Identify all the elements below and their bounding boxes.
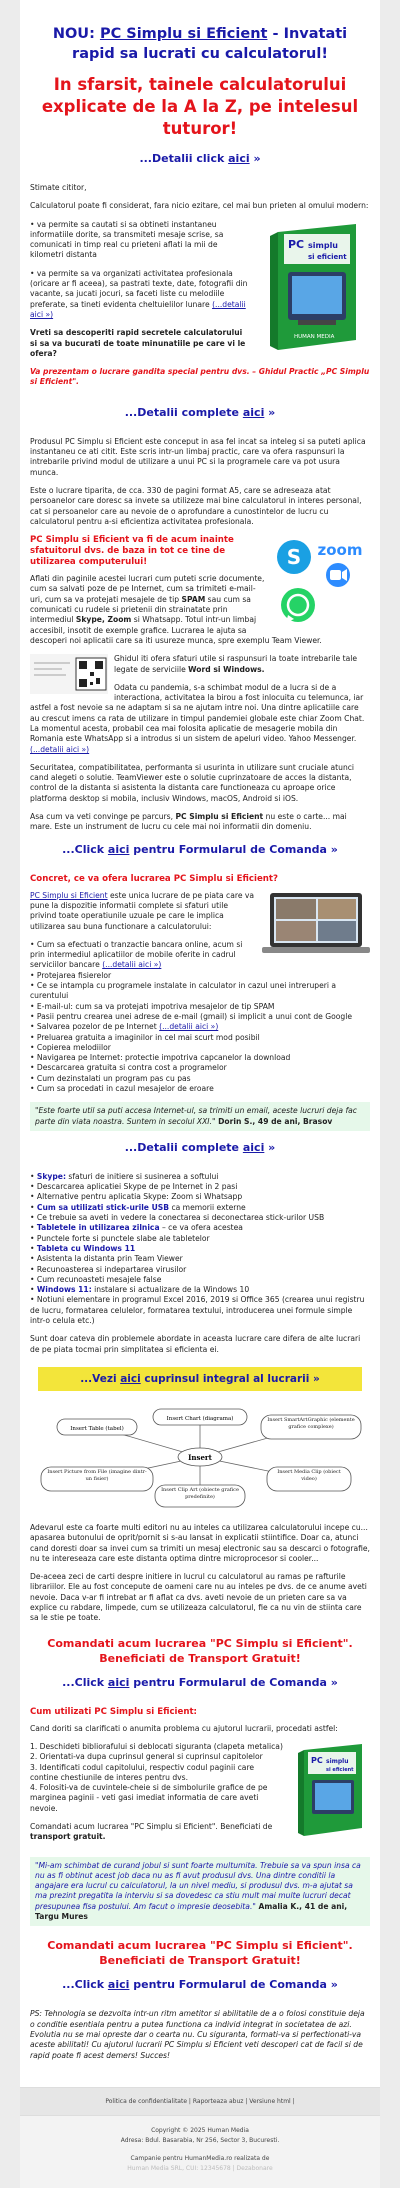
diagram-node-chart-label: Insert Chart (diagrama) (166, 1415, 234, 1422)
word-windows-term: Word si Windows. (188, 664, 265, 674)
section2-p2: Este o lucrare tiparita, de cca. 330 de pagini format A5, care se adreseaza atat persoanelor care doresc sa invete sa utilizeze mai bine calculatorul in interes personal, cat si persoanelor care au nevoie de o aprofundare a cunostintelor de lucru cu calculatorul pentru a-si eficientiza activitatea profesionala. (30, 485, 362, 526)
section2-p6: Securitatea, compatibilitatea, performanta si usurinta in utilizare sunt cruciale atunci cand alegeti o solutie. TeamViewer este o solutie cuprinzatoare de acces la distanta, control de la distanta si asistenta la distanta care functioneaza cu aproape orice platforma desktop si mobila, inclusiv Windows, macOS, Android si iOS. (30, 762, 355, 803)
list-item: • Ce se intampla cu programele instalate in calculator in cazul unei intreruperi a curentului (30, 981, 370, 1002)
footer (20, 2087, 380, 2188)
list-item-text: sfaturi de initiere si susinerea a softului (66, 1171, 219, 1181)
list-item-bold: Windows 11: (36, 1285, 92, 1295)
product-link-2[interactable]: PC Simplu si Eficient (30, 890, 108, 900)
list-item-text: instalare si actualizare de la Windows 10 (91, 1285, 250, 1295)
diagram-node-clipart-label: Insert Clip Art (obiecte grafice predefinite) (161, 1486, 239, 1500)
diagram-node-table-label: Insert Table (tabel) (70, 1425, 124, 1432)
table-of-contents-link[interactable]: aici (120, 1372, 141, 1385)
list-item-bold: Tabletele in utilizarea zilnica (36, 1223, 160, 1233)
section2-p3-text-c: si Whatsapp. Totul intr-un limbaj accesibil, insotit de exemple grafice. Lucrarea le ajuta sa descoperi noi aplicatii care sa iti usureze munca, spre exemplu Team Viewer. (30, 615, 322, 645)
diagram-node-picture-label: Insert Picture from File (imagine dintr-un fisier) (47, 1468, 147, 1482)
product-box-image (258, 220, 370, 360)
footer-body (20, 2116, 380, 2188)
list-item-text: Alternative pentru aplicatia Skype: Zoom si Whatsapp (36, 1192, 243, 1202)
feature-list-1 (30, 971, 370, 1095)
qr-screenshot (30, 654, 108, 698)
list-item: • Cum sa procedati in cazul mesajelor de eroare (30, 1084, 370, 1094)
cta-prefix: ...Detalii complete (124, 405, 243, 419)
section2-p3-text-a: Aflati din paginile acestei lucrari cum puteti scrie documente, cum sa salvati poze de pe Internet, cum sa trimiteti e-mail-uri, cum sa va protejati mesajele de tip (30, 574, 265, 604)
list-item-text: Asistenta la distanta prin Team Viewer (36, 1254, 183, 1264)
footer-muted[interactable]: Human Media SRL, CUI: 12345678 | Dezabonare (127, 2164, 273, 2172)
skype-zoom-term: Skype, Zoom (75, 615, 132, 625)
list-item (30, 1254, 370, 1264)
diagram-node-media-label: Insert Media Clip (obiect video) (277, 1468, 341, 1482)
cta-prefix: ...Click (62, 1978, 108, 1992)
list-item: • Pasii pentru crearea unei adrese de e-mail (gmail) si implicit a unui cont de Google (30, 1012, 370, 1022)
box-title-pc-2: PC (311, 1755, 323, 1765)
details-complete-cta-1 (30, 406, 370, 419)
cta-suffix: » (264, 405, 276, 419)
section2-p1: Produsul PC Simplu si Eficient este conceput in asa fel incat sa inteleg si sa puteti aplica instantaneu ce ati citit. Este scris intr-un limbaj practic, care va ofera raspunsuri la intrebarile privind modul de utilizare a unui PC si la programele care va pot usura munca. (30, 436, 366, 477)
table-of-contents-cta (38, 1367, 362, 1391)
cta-suffix: cuprinsul integral al lucrarii » (140, 1372, 320, 1385)
footer-links[interactable]: Politica de confidentialitate | Raporteaza abuz | Versiune html | (20, 2088, 380, 2116)
newsletter-page (20, 0, 380, 2087)
insert-menu-diagram (35, 1405, 365, 1509)
list-item: • Protejarea fisierelor (30, 971, 370, 981)
section6-p1: Cand doriti sa clarificati o anumita problema cu ajutorul lucrarii, procedati astfel: (30, 1723, 338, 1733)
testimonial-2 (30, 1857, 370, 1927)
list-item: • Copierea melodiilor (30, 1043, 370, 1053)
section6-red-heading: Cum utilizati PC Simplu si Eficient: (30, 1706, 197, 1717)
section4-end: Sunt doar cateva din problemele abordate in aceasta lucrare care difera de alte lucrari de pe piata tocmai prin simplitatea si eficienta ei. (30, 1334, 361, 1354)
details-complete-link-2[interactable]: aici (242, 1140, 265, 1154)
banking-details-link[interactable]: (...detalii aici ») (102, 960, 162, 970)
free-transport-bold: transport gratuit. (30, 1832, 106, 1842)
copyright: Copyright © 2025 Human Media (151, 2126, 249, 2134)
binder-illustration-small (290, 1742, 370, 1842)
diagram-center-label: Insert (188, 1452, 212, 1462)
app-icons (274, 535, 370, 631)
testimonial-author: Dorin S., 49 de ani, Brasov (215, 1116, 333, 1126)
list-item (30, 1295, 370, 1326)
whatsapp-icon (281, 588, 315, 622)
step-item: 2. Orientati-va dupa cuprinsul general si cuprinsul capitolelor (30, 1752, 263, 1762)
cta-suffix: » (264, 1140, 276, 1154)
cta-prefix: ...Click (62, 1675, 108, 1689)
list-item-text: Descarcarea aplicatiei Skype de pe Internet in 2 pasi (36, 1182, 238, 1192)
cta-prefix: ...Detalii click (139, 152, 229, 165)
step-item: 3. Identificati codul capitolului, respectiv codul paginii care contine chestiunile de interes pentru dvs. (30, 1762, 255, 1782)
list-item-text: Notiuni elementare in programul Excel 2016, 2019 si Office 365 (crearea unui registru de lucru, formatarea celulelor, formatarea textului, introducerea unei formule simple intr-o celula etc.) (30, 1295, 365, 1326)
section2-p7-text-a: Asa cum va veti convinge pe parcurs, (30, 812, 176, 822)
product-name-bold: PC Simplu si Eficient (175, 812, 264, 822)
list-item: • Navigarea pe Internet: protectie impotriva capcanelor la download (30, 1053, 370, 1063)
intro-paragraph: Calculatorul poate fi considerat, fara nicio ezitare, cel mai bun prieten al omului modern: (30, 201, 369, 211)
greeting: Stimate cititor, (30, 183, 87, 192)
list-item-bold: Cum sa utilizati stick-urile USB (36, 1202, 170, 1212)
details-complete-link-1[interactable]: aici (242, 405, 265, 419)
testimonial-author: Amalia K., 41 de ani, Targu Mures (35, 1901, 348, 1922)
intro-red-strong: Va prezentam o lucrare gandita special pentru dvs. – Ghidul Practic „PC Simplu si Eficient". (30, 367, 370, 387)
postscript: PS: Tehnologia se dezvolta intr-un ritm ametitor si abilitatile de a o folosi constituie deja o conditie esentiala pentru a putea functiona ca individ integrat in societatea de azi. Evolutia nu se mai opreste dar o cearta nu. Cu siguranta, formati-va si perfectionati-va aceste abilitati! Cu ajutorul lucrarii PC Simplu si Eficient veti descoperi cat de facil si de rapid poate fi acest demers! Succes! (30, 2009, 365, 2060)
list-item (30, 1172, 370, 1182)
list-item-text: Cum recunoasteti mesajele false (36, 1274, 162, 1284)
list-item (30, 1275, 370, 1285)
laptop-video-call-image (262, 891, 370, 961)
intro-bullet-1: • va permite sa cautati si sa obtineti instantaneu informatiile dorite, sa transmiteti mesaje scrise, sa comunicati in timp real cu prieteni aflati la mii de kilometri distanta (30, 219, 224, 260)
address: Adresa: Bdul. Basarabia, Nr 256, Sector 3, Bucuresti. (120, 2136, 280, 2144)
order-form-cta-1 (30, 843, 370, 856)
box-title-eficient-2: si eficient (326, 1766, 354, 1773)
list-item (30, 1192, 370, 1202)
diagram-node-smartart-label: Insert SmartArtGraphic (elemente grafice complexe) (267, 1416, 355, 1430)
cta-prefix: ...Detalii complete (124, 1140, 243, 1154)
box-title-pc: PC (288, 237, 305, 251)
list-item (30, 1182, 370, 1192)
product-box-image-2 (290, 1742, 370, 1842)
step-item: 4. Folositi-va de cuvintele-cheie si de simbolurile grafice de pe marginea paginii - veti gasi imediat informatia de care aveti nevoie. (30, 1783, 268, 1813)
section2-details-link[interactable]: (...detalii aici ») (30, 744, 90, 754)
order-form-link-1[interactable]: aici (107, 842, 130, 856)
order-form-cta-3 (30, 1978, 370, 1991)
salvarea-details-link[interactable]: (...detalii aici ») (159, 1022, 219, 1032)
list-item: • Cum dezinstalati un program pas cu pas (30, 1074, 370, 1084)
feature-list-2 (30, 1172, 370, 1326)
list-item (30, 1213, 370, 1223)
binder-illustration (258, 220, 370, 360)
list-item-bold: Skype: (36, 1171, 66, 1181)
cta-suffix: pentru Formularul de Comanda » (129, 1675, 338, 1689)
section5-p1: Adevarul este ca foarte multi editori nu au inteles ca utilizarea calculatorului incepe cu... apasarea butonului de oprit/pornit si s-au lansat in explicatii stiintifice. Doar ca, atunci cand doresti doar sa invei cum sa trimiti un mesaj electronic sau sa descarci o fotografie, nu te intereseaza care este distanta optima dintre microprocesor si cooler... (30, 1522, 370, 1563)
list-item-bold: Tableta cu Windows 11 (36, 1243, 136, 1253)
intro-strong: Vreti sa descoperiti rapid secretele calculatorului si sa va bucurati de toate minunatiile pe care vi le ofera? (30, 328, 246, 358)
list-item (30, 1265, 370, 1275)
order-now-banner-2: Comandati acum lucrarea "PC Simplu si Eficient". Beneficiati de Transport Gratuit! (47, 1939, 353, 1968)
testimonial-text: "Este foarte util sa puti accesa Internet-ul, sa trimiti un email, aceste lucruri deja fac parte din viata noastra. Suntem in secolul XXI." (35, 1106, 357, 1126)
box-brand: HUMAN MEDIA (294, 333, 335, 340)
list-item: • E-mail-ul: cum sa va protejati impotriva mesajelor de tip SPAM (30, 1002, 370, 1012)
list-item-text: Punctele forte si punctele slabe ale tabletelor (36, 1233, 210, 1243)
box-title-simplu: simplu (308, 240, 339, 250)
list-item (30, 1203, 370, 1213)
list-item: • Preluarea gratuita a imaginilor in cel mai scurt mod posibil (30, 1033, 370, 1043)
headline (30, 24, 370, 64)
campaign-credit: Campanie pentru HumanMedia.ro realizata de (130, 2154, 270, 2162)
cta-prefix: ...Vezi (80, 1372, 121, 1385)
intro-details-link[interactable]: (...detalii aici ») (30, 299, 246, 319)
order-now-banner-1: Comandati acum lucrarea "PC Simplu si Eficient". Beneficiati de Transport Gratuit! (47, 1636, 353, 1665)
cta-prefix: ...Click (62, 842, 108, 856)
box-title-eficient: si eficient (308, 252, 347, 261)
details-complete-cta-2 (30, 1141, 370, 1154)
section3-p1-text: este unica lucrare de pe piata care va pune la dispozitie informatii complete si sfaturi utile privind toate operatiunile uzuale pe care le implica utilizarea sau buna functionare a calculatorului: (30, 890, 255, 931)
cta-suffix: pentru Formularul de Comanda » (129, 1978, 338, 1992)
section3-red-heading: Concret, ce va ofera lucrarea PC Simplu si Eficient? (30, 873, 278, 884)
details-link[interactable]: aici (228, 152, 250, 165)
list-item (30, 1223, 370, 1233)
list-item (30, 1285, 370, 1295)
list-item (30, 1244, 370, 1254)
section2-p4-text: Ghidul iti ofera sfaturi utile si raspunsuri la toate intrebarile tale legate de serviciile (114, 654, 357, 674)
list-item-text: Salvarea pozelor de pe Internet (36, 1022, 157, 1032)
list-item-text: Recunoasterea si indepartarea virusilor (36, 1264, 187, 1274)
order-form-cta-2 (30, 1676, 370, 1689)
laptop-illustration (262, 891, 370, 957)
list-item (30, 1234, 370, 1244)
list-item-text: – ce va ofera acestea (159, 1223, 243, 1233)
product-link[interactable]: PC Simplu si Eficient (99, 26, 268, 42)
testimonial-text: "Mi-am schimbat de curand jobul si sunt foarte multumita. Trebuie sa va spun insa ca nu as fi obtinut acest job daca nu as fi avut produsul dvs. Una dintre conditii la angajare era lucrul cu calculatorul, la un nivel mediu, si produsul dvs. m-a ajutat sa ma prezint pregatita la interviu si sa dovedesc ca stiu mult mai multe lucruri decat presupunea fisa postului. Am facut o impresie deosebita." (35, 1860, 361, 1911)
section2-red-heading: PC Simplu si Eficient va fi de acum inainte sfatuitorul dvs. de baza in tot ce tine de utilizarea computerului! (30, 535, 234, 568)
section6-p2-text: Comandati acum lucrarea "PC Simplu si Eficient". Beneficiati de (30, 1821, 273, 1831)
order-form-link-3[interactable]: aici (107, 1978, 130, 1992)
cta-suffix: » (249, 152, 261, 165)
bullet-intro-text: • Cum sa efectuati o tranzactie bancara online, acum si prin intermediul aplicatiilor de mobile oferite in cadrul serviciilor bancare (30, 939, 243, 970)
qr-code-icon (30, 654, 108, 694)
details-cta (30, 152, 370, 165)
cta-suffix: pentru Formularul de Comanda » (129, 842, 338, 856)
spam-term: SPAM (181, 594, 206, 604)
box-title-simplu-2: simplu (326, 1757, 349, 1765)
list-item-text: Ce trebuie sa aveti in vedere la conectarea si deconectarea stick-urilor USB (36, 1213, 325, 1223)
section2-p7 (30, 812, 370, 833)
svg-text:S: S (286, 545, 302, 570)
list-item (30, 1022, 370, 1032)
zoom-logo-text: zoom (317, 541, 363, 560)
list-item-text: ca memorii externe (169, 1202, 246, 1212)
section5-p2: De-aceea zeci de carti despre initiere in lucrul cu calculatorul au ramas pe rafturile librariilor. Ele au fost concepute de oameni care nu au inteles pe dvs. de ce anume aveti nevoie. Daca v-ar fi intrebat ar fi aflat ca dvs. aveti nevoie de un prieten care sa va explice cu rabdare, limpede, cum se utilizeaza calculatorul, fie ca nu vin de stiinta care sa le stie pe toate. (30, 1572, 367, 1623)
section2-p5-text: Odata cu pandemia, s-a schimbat modul de a lucra si de a interactiona, activitatea la birou a fost inlocuita cu telemunca, iar astfel a fost nevoie sa ne adaptam si sa ne ajutam intre noi. Una dintre aplicatiile care au crescut imens ca rata de utilizare in timpul pandemiei globale este chiar Zoom Chat. La momentul acesta, probabil cea mai folosita aplicatie de mesagerie mobila din Romania este WhatsApp si a introdus si un sistem de apeluri video. Yahoo Messenger. (30, 682, 365, 744)
headline-prefix: NOU: (52, 26, 100, 42)
intro-bullet-2-text: • va permite sa va organizati activitatea profesionala (oricare ar fi aceea), sa pastrati texte, date, fotografii din vacante, sa jucati jocuri, sa faceti liste cu melodiile preferate, sa tineti evidenta cheltuielilor lunare (30, 268, 248, 309)
list-item: • Descarcarea gratuita si contra cost a programelor (30, 1063, 370, 1073)
headline-suffix: - Invatati rapid sa lucrati cu calculatorul! (72, 26, 348, 62)
section2-p7-text-c: nu este o carte... mai mare. Este un instrument de lucru cu cele mai noi informatii din domeniu. (30, 812, 347, 832)
testimonial-1 (30, 1102, 370, 1131)
section2-p3-text-b: sau cum sa comunicati cu rudele si prietenii din strainatate prin intermediul (30, 594, 251, 625)
subtitle: In sfarsit, tainele calculatorului explicate de la A la Z, pe intelesul tuturor! (41, 75, 359, 138)
skype-zoom-whatsapp-icons (274, 535, 370, 627)
order-form-link-2[interactable]: aici (107, 1675, 130, 1689)
step-item: 1. Deschideti bibliorafului si deblocati siguranta (clapeta metalica) (30, 1741, 283, 1751)
